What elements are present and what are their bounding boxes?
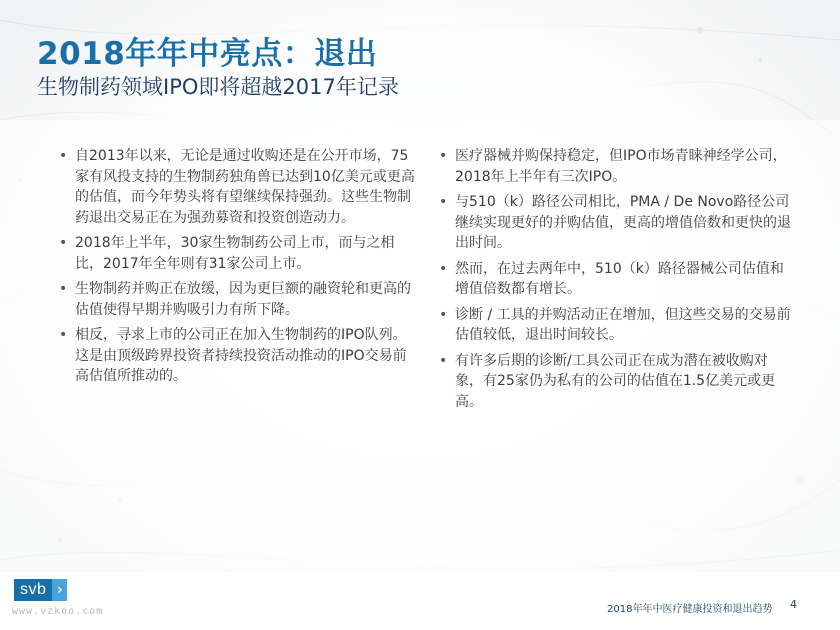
chevron-right-icon: ›	[52, 579, 67, 601]
page-number: 4	[790, 598, 797, 611]
list-item	[438, 305, 792, 346]
bullet-text: 相反，寻求上市的公司正在加入生物制药的IPO队列。这是由顶级跨界投资者持续投资活动推动的IPO交易前高估值所推动的。	[75, 327, 407, 384]
slide-title: 2018年年中亮点：退出	[37, 36, 378, 72]
bullet-icon: •	[59, 148, 68, 164]
list-item	[438, 146, 792, 187]
bullet-icon: •	[439, 194, 448, 210]
bullet-text: 自2013年以来，无论是通过收购还是在公开市场，75家有风投支持的生物制药独角兽已达到10亿美元或更高的估值，而今年势头将有望继续保持强劲。这些生物制药退出交易正在为强劲募资和投资创造动力。	[75, 148, 415, 226]
bullet-icon: •	[439, 352, 448, 369]
bullet-text: 然而，在过去两年中，510（k）路径器械公司估值和增值倍数都有增长。	[455, 260, 784, 297]
list-item	[438, 259, 792, 300]
bullet-text: 医疗器械并购保持稳定，但IPO市场青睐神经学公司，2018年上半年有三次IPO。	[455, 148, 787, 185]
list-item	[58, 279, 416, 320]
bullet-text: 有许多后期的诊断/工具公司正在成为潜在被收购对象，有25家仍为私有的公司的估值在1.5亿美元或更高。	[455, 352, 776, 410]
svb-logo	[14, 579, 67, 601]
bullet-icon: •	[59, 327, 68, 343]
logo-text: svb	[14, 579, 52, 601]
list-item	[58, 325, 416, 387]
right-bullet-list	[438, 146, 792, 417]
list-item	[438, 192, 792, 254]
bullet-text: 诊断 / 工具的并购活动正在增加，但这些交易的交易前估值较低，退出时间较长。	[455, 306, 791, 343]
list-item	[58, 146, 416, 228]
left-bullet-list	[58, 146, 416, 392]
slide-subtitle: 生物制药领域IPO即将超越2017年记录	[37, 75, 399, 99]
bullet-icon: •	[59, 281, 68, 297]
watermark: www.vzkoo.com	[12, 606, 104, 617]
bullet-icon: •	[439, 148, 448, 164]
bullet-icon: •	[439, 306, 448, 323]
bullet-text: 2018年上半年，30家生物制药公司上市，而与之相比，2017年全年则有31家公司上市。	[75, 235, 395, 272]
list-item	[58, 233, 416, 274]
bullet-text: 与510（k）路径公司相比，PMA / De Novo路径公司继续实现更好的并购估值，更高的增值倍数和更快的退出时间。	[455, 194, 791, 251]
bullet-text: 生物制药并购正在放缓，因为更巨额的融资轮和更高的估值使得早期并购吸引力有所下降。	[75, 281, 411, 318]
bullet-icon: •	[439, 260, 448, 277]
footer-report-title: 2018年年中医疗健康投资和退出趋势	[607, 604, 773, 615]
bullet-icon: •	[59, 235, 68, 251]
list-item	[438, 351, 792, 413]
